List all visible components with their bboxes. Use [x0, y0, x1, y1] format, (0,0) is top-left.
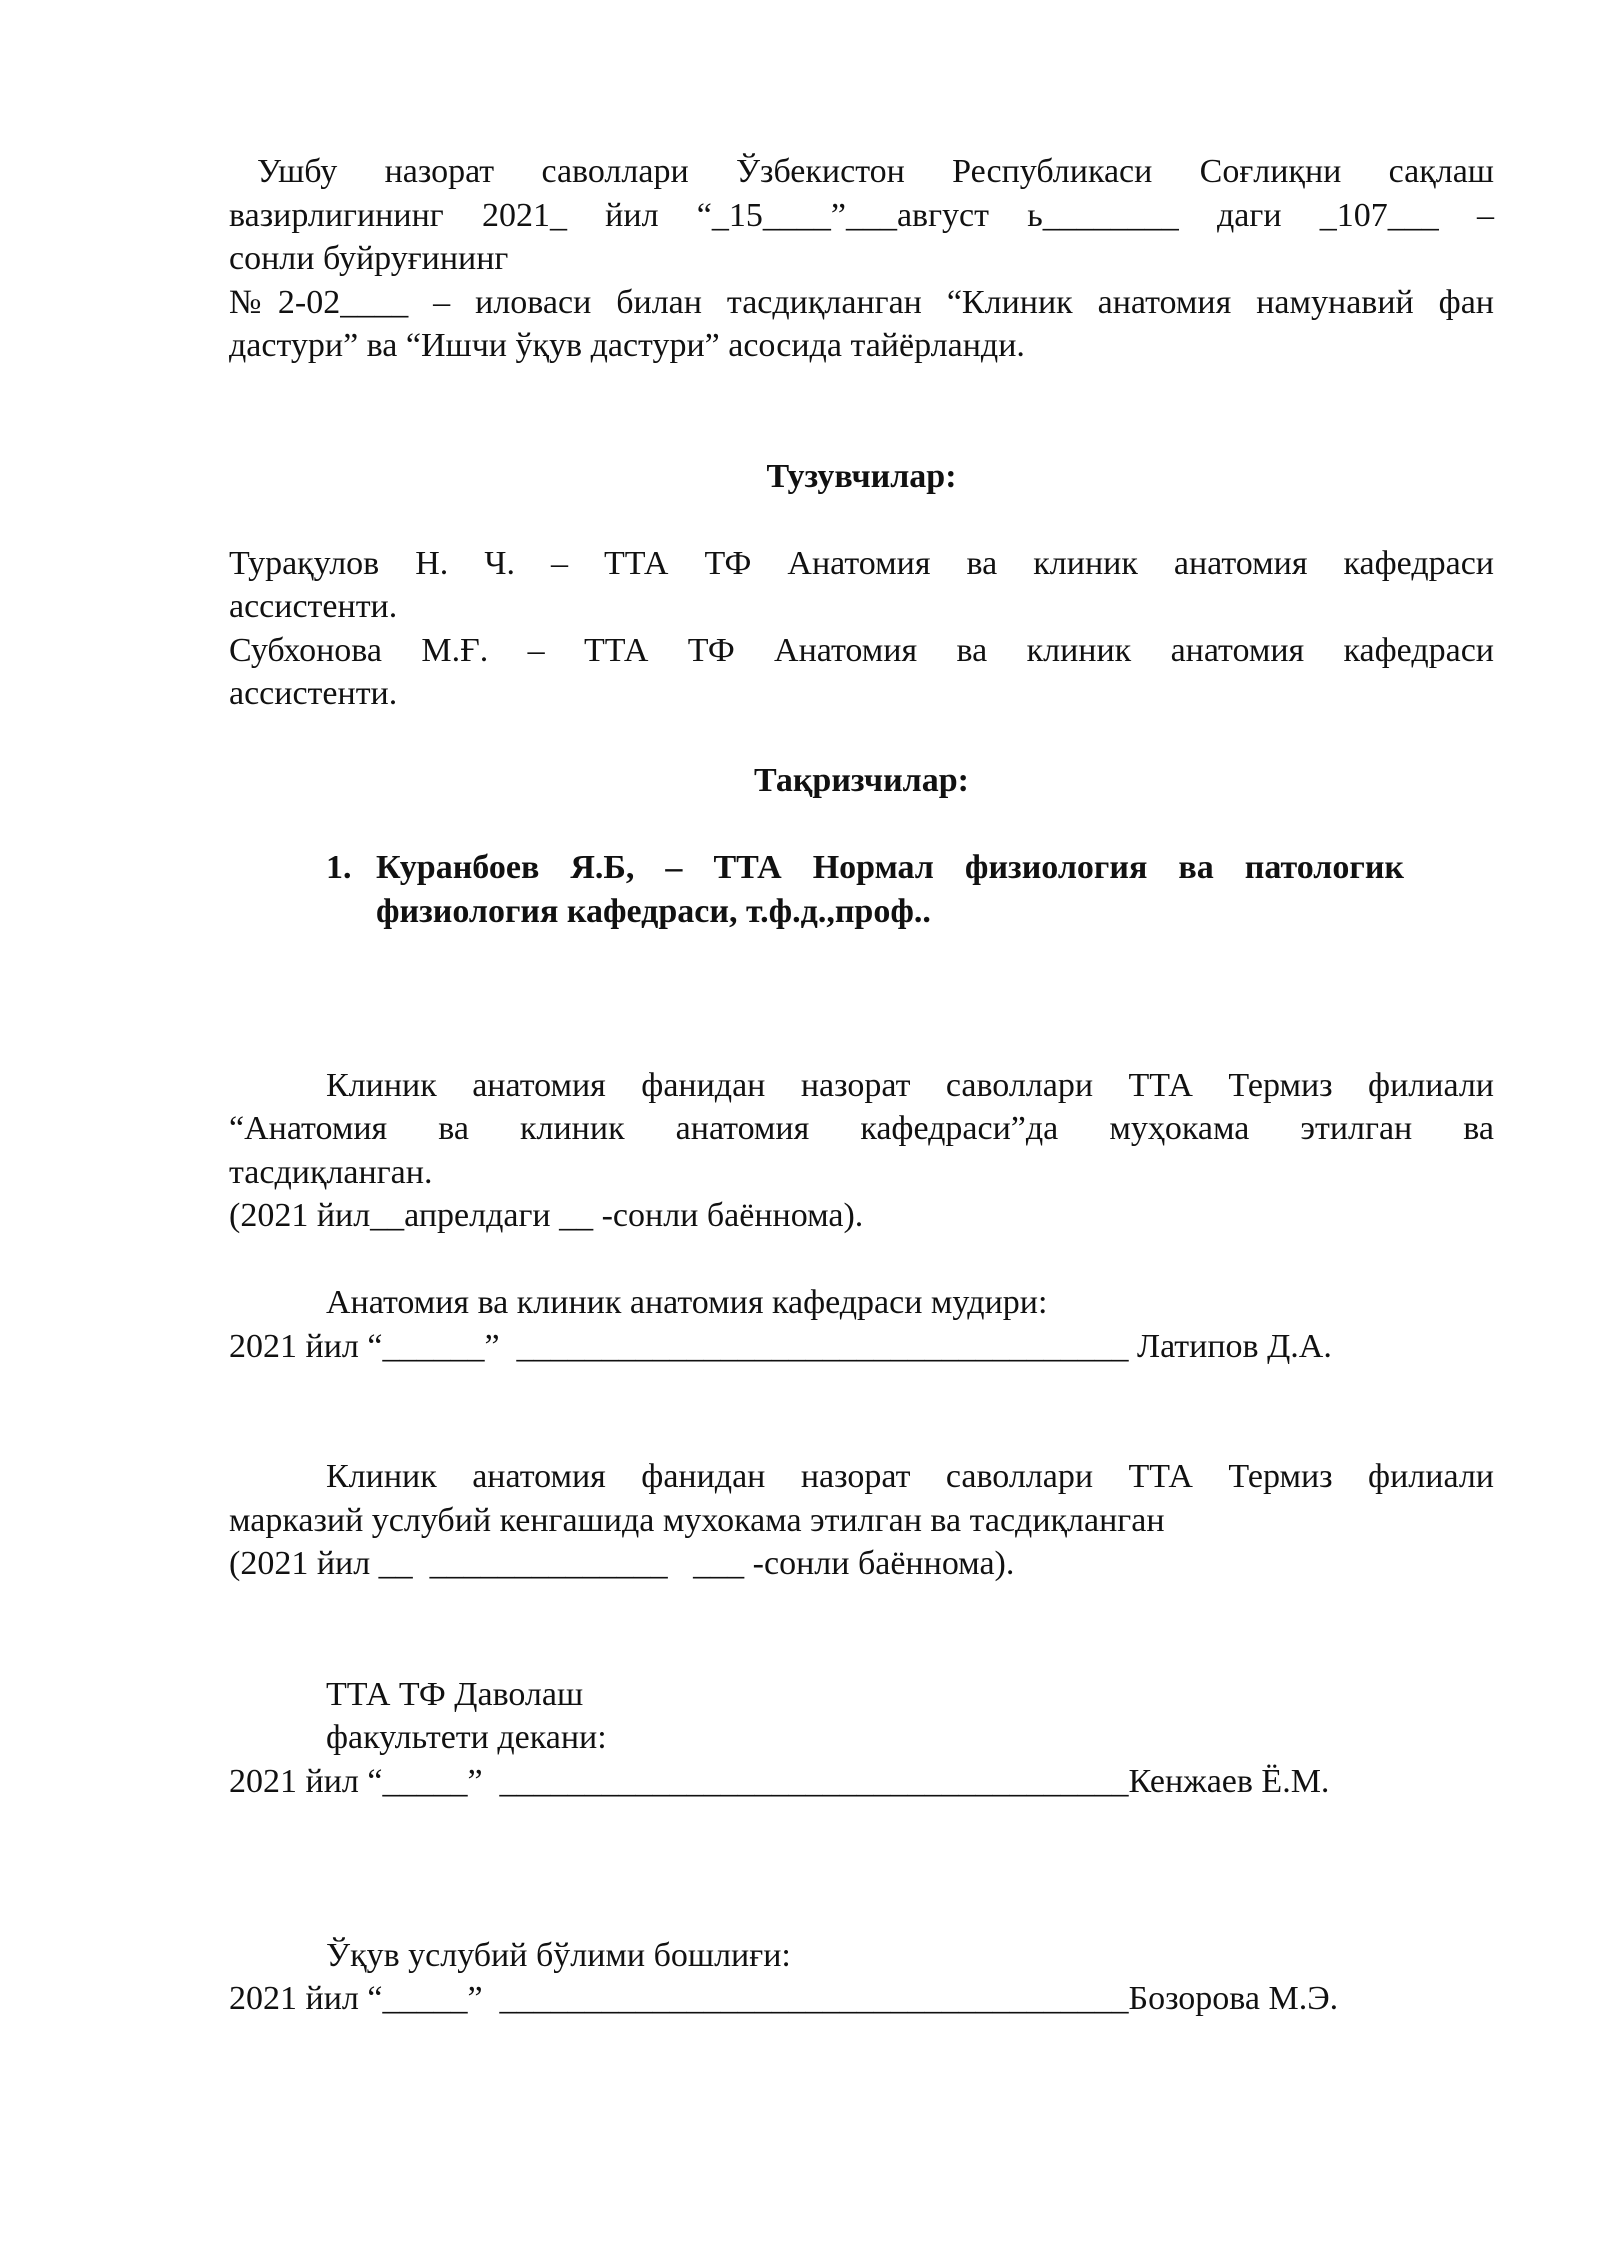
reviewers-heading: Тақризчилар: [754, 762, 969, 799]
head-signature-title: Анатомия ва клиник анатомия кафедраси мудири: [326, 1284, 1048, 1321]
compiler-2-line-1: Субхонова М.Ғ. – ТТА ТФ Анатомия ва клиник анатомия кафедраси [229, 631, 1494, 669]
dean-signature-title-1: ТТА ТФ Даволаш [326, 1675, 584, 1713]
intro-line-5: дастури” ва “Ишчи ўқув дастури” асосида тайёрланди. [229, 327, 1025, 364]
compiler-1-line-1: Турақулов Н. Ч. – ТТА ТФ Анатомия ва клиник анатомия кафедраси [229, 544, 1494, 582]
reviewer-number: 1. [326, 849, 352, 886]
discussion1-line-4: (2021 йил__апрелдаги __ -сонли баённома). [229, 1197, 864, 1234]
discussion2-line-3: (2021 йил __ ______________ ___ -сонли баённома). [229, 1545, 1015, 1582]
reviewer-line-2: физиология кафедраси, т.ф.д.,проф.. [376, 892, 931, 930]
discussion2-line-1: Клиник анатомия фанидан назорат саволлари ТТА Термиз филиали [326, 1458, 1494, 1495]
head-signature-line: 2021 йил “______” ____________________________________ Латипов Д.А. [229, 1327, 1332, 1365]
edu-signature-line: 2021 йил “_____” _____________________________________Бозорова М.Э. [229, 1980, 1339, 2017]
document-content [229, 150, 1494, 2021]
reviewer-item-1 [229, 846, 1494, 933]
intro-line-3: сонли буйруғининг [229, 240, 509, 277]
compilers-heading: Тузувчилар: [766, 457, 957, 495]
dean-signature-title-2: факультети декани: [326, 1719, 607, 1756]
intro-line-1: Ушбу назорат саволлари Ўзбекистон Республикаси Соғлиқни сақлаш [257, 153, 1494, 190]
discussion1-line-1: Клиник анатомия фанидан назорат саволлари ТТА Термиз филиали [326, 1066, 1494, 1104]
edu-signature-title: Ўқув услубий бўлими бошлиғи: [326, 1936, 791, 1974]
intro-line-4: №2-02____ – иловаси билан тасдиқланган “Клиник анатомия намунавий фан [229, 283, 1494, 321]
compiler-2-line-2: ассистенти. [229, 675, 398, 712]
compiler-1-line-2: ассистенти. [229, 588, 398, 625]
intro-line-2: вазирлигининг 2021_ йил “_15____”___август ь________ даги _107___ – [229, 196, 1494, 234]
discussion2-line-2: марказий услубий кенгашида мухокама этилган ва тасдиқланган [229, 1501, 1165, 1539]
dean-signature-line: 2021 йил “_____” _____________________________________Кенжаев Ё.М. [229, 1762, 1330, 1800]
discussion1-line-3: тасдиқланган. [229, 1153, 433, 1191]
reviewer-line-1: Куранбоев Я.Б, – ТТА Нормал физиология ва патологик [376, 849, 1404, 886]
discussion1-line-2: “Анатомия ва клиник анатомия кафедраси”да муҳокама этилган ва [229, 1110, 1494, 1147]
